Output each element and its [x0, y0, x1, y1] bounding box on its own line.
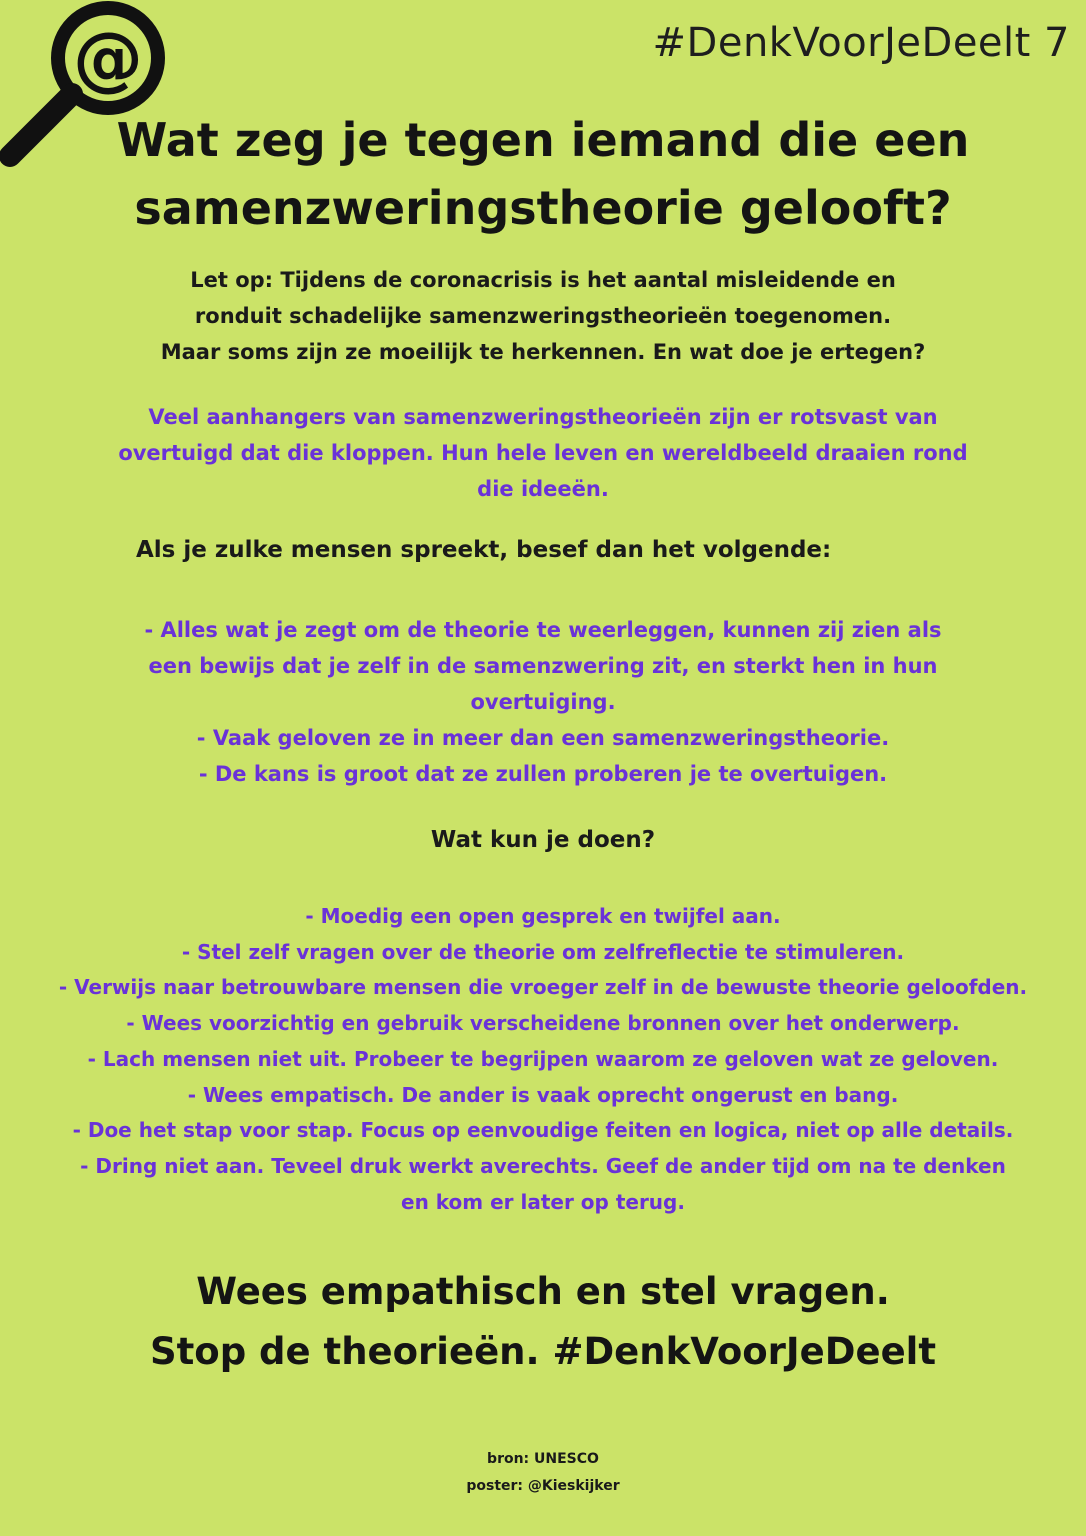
supporters-paragraph [0, 399, 1086, 507]
intro-line: Let op: Tijdens de coronacrisis is het aantal misleidende en [190, 268, 896, 292]
title-line-2: samenzweringstheorie gelooft? [134, 181, 952, 235]
list-item: - Dring niet aan. Teveel druk werkt averechts. Geef de ander tijd om na te denken [80, 1153, 1006, 1178]
list-item: - Moedig een open gesprek en twijfel aan. [305, 904, 781, 928]
intro-line: ronduit schadelijke samenzweringstheorieën toegenomen. [194, 304, 892, 328]
list-item: - Verwijs naar betrouwbare mensen die vroeger zelf in de bewuste theorie geloofden. [58, 975, 1028, 1000]
list-item: een bewijs dat je zelf in de samenzwering zit, en sterkt hen in hun [148, 654, 938, 678]
intro-text [0, 262, 1086, 370]
list-item: - Alles wat je zegt om de theorie te weerleggen, kunnen zij zien als [144, 618, 942, 642]
paragraph-line: die ideeën. [477, 477, 609, 501]
list-item: en kom er later op terug. [401, 1189, 685, 1214]
paragraph-line: overtuigd dat die kloppen. Hun hele leven en wereldbeeld draaien rond [118, 441, 968, 465]
source-credits [0, 1446, 1086, 1500]
actions-list [0, 899, 1086, 1220]
source-line: bron: UNESCO [487, 1451, 599, 1467]
list-item: - De kans is groot dat ze zullen proberen je te overtuigen. [198, 762, 888, 786]
list-item: - Lach mensen niet uit. Probeer te begrijpen waarom ze geloven wat ze geloven. [87, 1046, 999, 1071]
list-item: overtuiging. [470, 690, 616, 714]
call-to-action [0, 1262, 1086, 1382]
page-title [0, 106, 1086, 242]
list-item: - Doe het stap voor stap. Focus op eenvoudige feiten en logica, niet op alle details. [72, 1118, 1014, 1143]
hashtag-header: #DenkVoorJeDeelt 7 [652, 20, 1070, 66]
section-heading: Wat kun je doen? [430, 827, 656, 853]
intro-line: Maar soms zijn ze moeilijk te herkennen. En wat doe je ertegen? [160, 340, 926, 364]
at-symbol: @ [73, 17, 143, 99]
cta-line-2: Stop de theorieën. #DenkVoorJeDeelt [149, 1330, 937, 1373]
list-item: - Vaak geloven ze in meer dan een samenzweringstheorie. [196, 726, 890, 750]
list-item: - Wees voorzichtig en gebruik verscheidene bronnen over het onderwerp. [126, 1011, 960, 1036]
poster-credit: poster: @Kieskijker [466, 1478, 620, 1494]
list-item: - Wees empatisch. De ander is vaak oprecht ongerust en bang. [187, 1082, 899, 1107]
paragraph-line: Veel aanhangers van samenzweringstheorieën zijn er rotsvast van [148, 405, 938, 429]
cta-line-1: Wees empathisch en stel vragen. [196, 1270, 890, 1313]
realize-list [0, 612, 1086, 792]
lead-sentence: Als je zulke mensen spreekt, besef dan het volgende: [136, 537, 832, 563]
title-line-1: Wat zeg je tegen iemand die een [116, 113, 970, 167]
list-item: - Stel zelf vragen over de theorie om zelfreflectie te stimuleren. [181, 939, 905, 964]
